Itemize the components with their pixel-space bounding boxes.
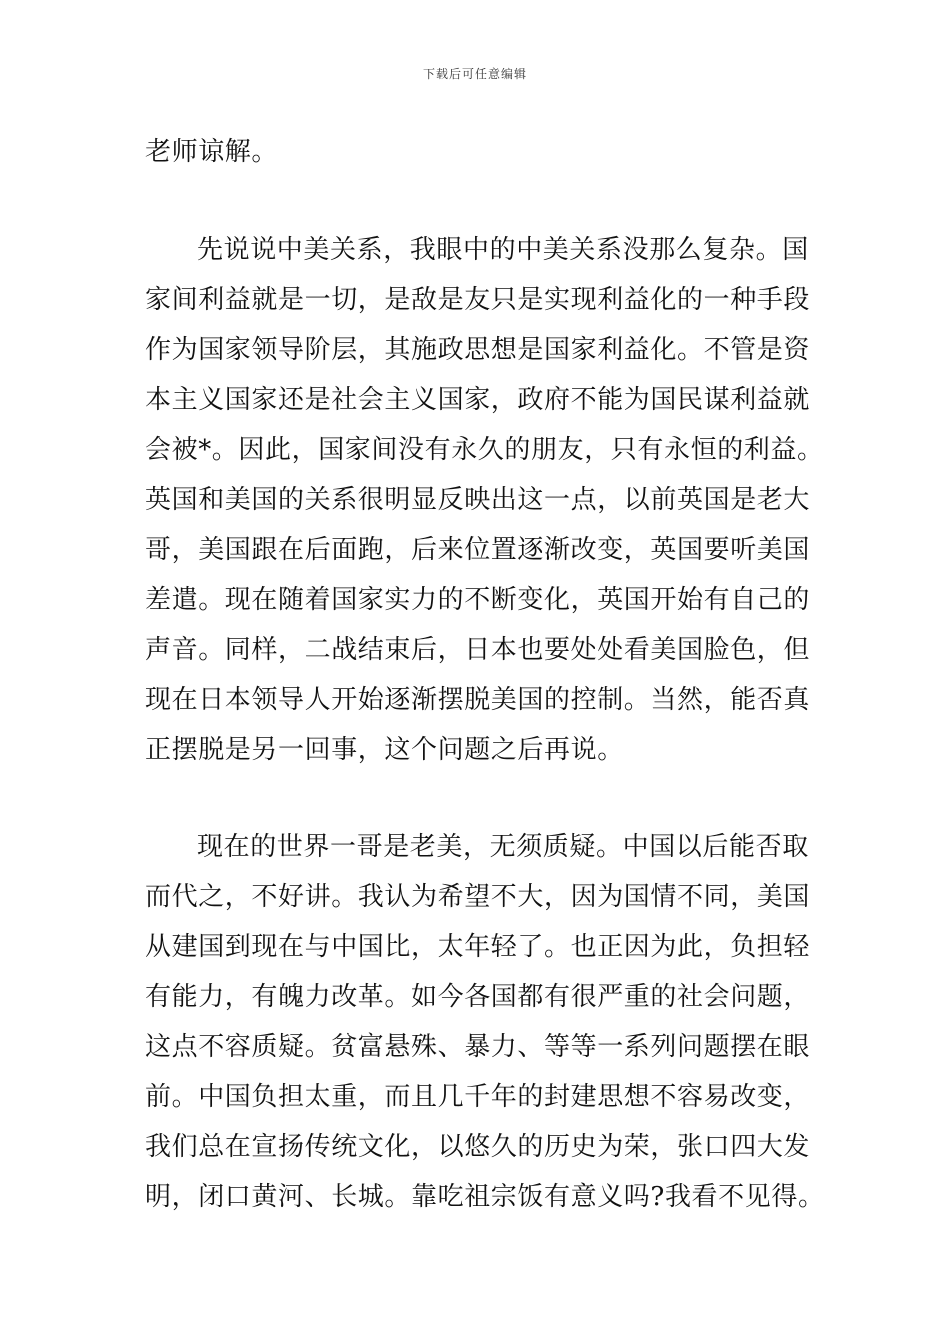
text-line: 会被*。因此，国家间没有永久的朋友，只有永恒的利益。 <box>145 435 824 465</box>
text-line: 前。中国负担太重，而且几千年的封建思想不容易改变， <box>145 1082 811 1112</box>
text-line: 我们总在宣扬传统文化，以悠久的历史为荣，张口四大发 <box>145 1132 811 1162</box>
text-line: 差遣。现在随着国家实力的不断变化，英国开始有自己的 <box>145 585 811 615</box>
text-line: 现在日本领导人开始逐渐摆脱美国的控制。当然，能否真 <box>145 685 811 715</box>
text-line: 这点不容质疑。贫富悬殊、暴力、等等一系列问题摆在眼 <box>145 1032 811 1062</box>
text-line: 而代之，不好讲。我认为希望不大，因为国情不同，美国 <box>145 882 811 912</box>
text-line: 正摆脱是另一回事，这个问题之后再说。 <box>145 735 624 765</box>
text-line: 家间利益就是一切，是敌是友只是实现利益化的一种手段 <box>145 285 811 315</box>
text-line: 老师谅解。 <box>145 137 279 167</box>
paragraph-first-line: 先说说中美关系，我眼中的中美关系没那么复杂。国 <box>197 235 809 265</box>
page-header: 下载后可任意编辑 <box>422 67 527 81</box>
text-line: 本主义国家还是社会主义国家，政府不能为国民谋利益就 <box>145 385 811 415</box>
text-line: 声音。同样，二战结束后，日本也要处处看美国脸色，但 <box>145 635 811 665</box>
text-line: 英国和美国的关系很明显反映出这一点，以前英国是老大 <box>145 485 811 515</box>
text-line: 作为国家领导阶层，其施政思想是国家利益化。不管是资 <box>145 335 811 365</box>
text-line: 哥，美国跟在后面跑，后来位置逐渐改变，英国要听美国 <box>145 535 811 565</box>
text-line: 从建国到现在与中国比，太年轻了。也正因为此，负担轻 <box>145 932 811 962</box>
text-line: 明，闭口黄河、长城。靠吃祖宗饭有意义吗?我看不见得。 <box>145 1182 825 1212</box>
text-line: 有能力，有魄力改革。如今各国都有很严重的社会问题， <box>145 982 811 1012</box>
paragraph-first-line: 现在的世界一哥是老美，无须质疑。中国以后能否取 <box>197 832 809 862</box>
